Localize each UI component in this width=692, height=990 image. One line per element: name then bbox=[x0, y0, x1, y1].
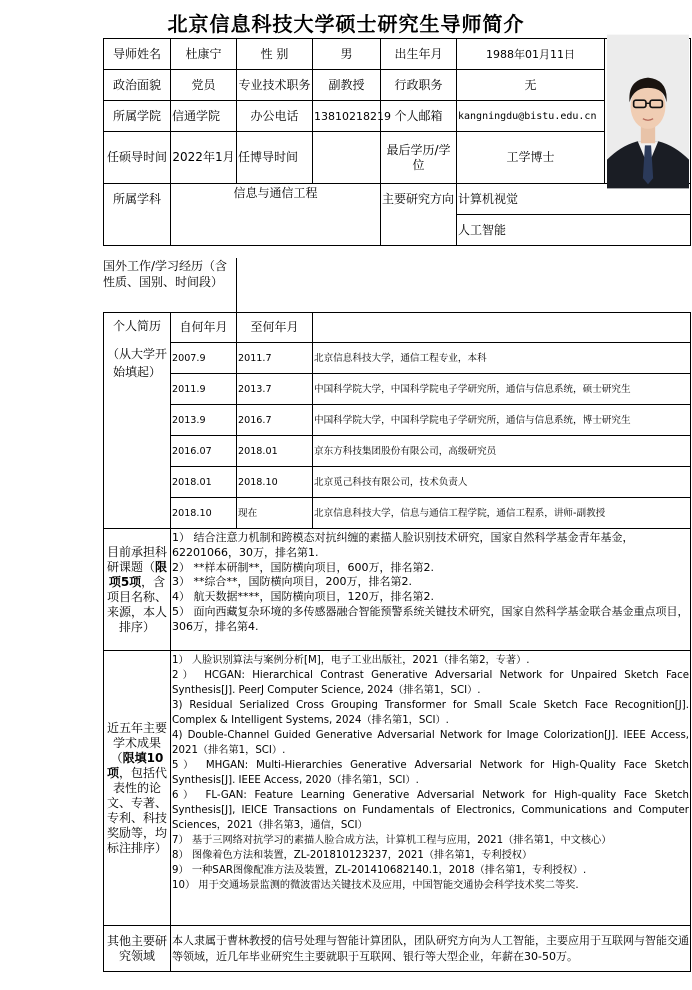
title-value: 副教授 bbox=[313, 70, 381, 101]
achievements-label-c: ，包括代表性的论文、专著、专利、科技奖励等，均标注排序） bbox=[106, 765, 168, 855]
history-desc-header bbox=[313, 313, 691, 343]
history-to: 2018.10 bbox=[237, 467, 313, 498]
overseas-divider bbox=[236, 258, 237, 325]
achievement-item: 7） 基于三网络对抗学习的素描人脸合成方法，计算机工程与应用，2021（排名第1，中文核心） bbox=[172, 835, 612, 846]
gender-value: 男 bbox=[313, 39, 381, 70]
history-row bbox=[104, 374, 691, 405]
history-from: 2013.9 bbox=[171, 405, 237, 436]
discipline-label: 所属学科 bbox=[104, 184, 171, 246]
master-sup-value: 2022年1月 bbox=[171, 132, 237, 184]
name-value: 杜康宁 bbox=[171, 39, 237, 70]
title-label: 专业技术职务 bbox=[237, 70, 313, 101]
history-label-main: 个人简历 bbox=[112, 319, 161, 333]
phone-value: 13810218219 bbox=[313, 101, 381, 132]
achievement-item: 5） MHGAN: Multi-Hierarchies Generative Adversarial Network for High-Quality Face Sketch Synthesis[J]. IEEE Access, 2020（排名第1，SCI）. bbox=[172, 760, 689, 786]
history-from: 2018.01 bbox=[171, 467, 237, 498]
phd-sup-value bbox=[313, 132, 381, 184]
achievement-item: 6） FL-GAN: Feature Learning Generative Adversarial Network for High-quality Face Sketch Synthesis[J], IEICE Transactions on Fundamentals of Electronics, Communications and Computer Sciences，2021（排名第3，通信，SCI） bbox=[172, 790, 689, 831]
photo-cell bbox=[605, 39, 691, 184]
to-header: 至何年月 bbox=[237, 313, 313, 343]
history-desc: 中国科学院大学，中国科学院电子学研究所，通信与信息系统，博士研究生 bbox=[313, 405, 691, 436]
project-item: 1） 结合注意力机制和跨模态对抗纠缠的素描人脸识别技术研究，国家自然科学基金青年基金，62201066，30万，排名第1. bbox=[172, 531, 634, 559]
history-row bbox=[104, 405, 691, 436]
history-desc: 北京信息科技大学，信息与通信工程学院，通信工程系，讲师-副教授 bbox=[313, 498, 691, 529]
history-from: 2011.9 bbox=[171, 374, 237, 405]
research-item-1: 计算机视觉 bbox=[457, 184, 691, 215]
other-label: 其他主要研究领域 bbox=[104, 926, 171, 972]
master-sup-label: 任硕导时间 bbox=[104, 132, 171, 184]
project-item: 4） 航天数据****，国防横向项目，120万，排名第2. bbox=[172, 590, 434, 604]
history-from: 2007.9 bbox=[171, 343, 237, 374]
profile-table bbox=[103, 38, 691, 972]
portrait-photo bbox=[607, 41, 689, 182]
politics-value: 党员 bbox=[171, 70, 237, 101]
achievement-item: 2） HCGAN: Hierarchical Contrast Generative Adversarial Network for Unpaired Sketch Face Synthesis[J]. PeerJ Computer Science, 2024（排名第1，SCI）. bbox=[172, 670, 689, 696]
page-title: 北京信息科技大学硕士研究生导师简介 bbox=[167, 12, 525, 36]
gender-label: 性 别 bbox=[237, 39, 313, 70]
achievement-item: 4) Double-Channel Guided Generative Adversarial Network for Image Colorization[J]. IEEE Access, 2021（排名第1，SCI）. bbox=[172, 730, 689, 756]
from-header: 自何年月 bbox=[171, 313, 237, 343]
phd-sup-label: 任博导时间 bbox=[237, 132, 313, 184]
email-label: 个人邮箱 bbox=[381, 101, 457, 132]
college-label: 所属学院 bbox=[104, 101, 171, 132]
college-value: 信通学院 bbox=[171, 101, 237, 132]
history-from: 2018.10 bbox=[171, 498, 237, 529]
history-row bbox=[104, 343, 691, 374]
history-desc: 中国科学院大学，中国科学院电子学研究所，通信与信息系统，硕士研究生 bbox=[313, 374, 691, 405]
history-from: 2016.07 bbox=[171, 436, 237, 467]
history-desc: 北京信息科技大学，通信工程专业，本科 bbox=[313, 343, 691, 374]
projects-label-a: 目前承担科研课题（ bbox=[106, 544, 167, 574]
projects-label-c: ，含项目名称、来源，本人排序） bbox=[106, 574, 167, 634]
achievement-item: 9） 一种SAR图像配准方法及装置，ZL-201410682140.1，2018（排名第1，专利授权）. bbox=[172, 865, 587, 876]
other-text: 本人隶属于曹林教授的信号处理与智能计算团队，团队研究方向为人工智能，主要应用于互联网与智能交通等领域，近几年毕业研究生主要就职于互联网、银行等大型企业，年薪在30-50万。 bbox=[171, 926, 691, 972]
history-to: 2013.7 bbox=[237, 374, 313, 405]
politics-label: 政治面貌 bbox=[104, 70, 171, 101]
email-value: kangningdu@bistu.edu.cn bbox=[457, 101, 605, 132]
phone-label: 办公电话 bbox=[237, 101, 313, 132]
history-row bbox=[104, 467, 691, 498]
achievement-item: 3) Residual Serialized Cross Grouping Transformer for Small Scale Sketch Face Recognition[J]. Complex & Intelligent Systems, 2024（排名第1，SCI）. bbox=[172, 700, 689, 726]
history-label bbox=[104, 313, 171, 529]
history-to: 2018.01 bbox=[237, 436, 313, 467]
history-label-note: （从大学开始填起） bbox=[106, 347, 167, 379]
projects-label bbox=[104, 529, 171, 651]
achievement-item: 1） 人脸识别算法与案例分析[M]，电子工业出版社，2021（排名第2，专著）. bbox=[172, 655, 530, 666]
achievements-label-a: 近五年主要学术成果（ bbox=[106, 720, 167, 765]
achievements-label-b: 限填10项 bbox=[106, 750, 164, 780]
achievement-item: 8） 图像着色方法和装置，ZL-201810123237，2021（排名第1，专利授权） bbox=[172, 850, 533, 861]
achievement-item: 10） 用于交通场景监测的微波雷达关键技术及应用，中国智能交通协会科学技术奖二等奖. bbox=[172, 880, 579, 891]
admin-value: 无 bbox=[457, 70, 605, 101]
project-item: 3） **综合**，国防横向项目，200万，排名第2. bbox=[172, 575, 412, 589]
history-to: 2011.7 bbox=[237, 343, 313, 374]
degree-value: 工学博士 bbox=[457, 132, 605, 184]
birth-value: 1988年01月11日 bbox=[457, 39, 605, 70]
history-to: 2016.7 bbox=[237, 405, 313, 436]
achievements-label bbox=[104, 651, 171, 926]
projects-label-b: 限项5项 bbox=[108, 559, 168, 589]
achievements-list bbox=[171, 651, 691, 926]
project-item: 2） **样本研制**，国防横向项目，600万，排名第2. bbox=[172, 560, 434, 574]
admin-label: 行政职务 bbox=[381, 70, 457, 101]
degree-label: 最后学历/学位 bbox=[381, 132, 457, 184]
birth-label: 出生年月 bbox=[381, 39, 457, 70]
discipline-value: 信息与通信工程 bbox=[171, 184, 381, 246]
history-row bbox=[104, 436, 691, 467]
name-label: 导师姓名 bbox=[104, 39, 171, 70]
project-item: 5） 面向西藏复杂环境的多传感器融合智能预警系统关键技术研究，国家自然科学基金联合基金重点项目，306万，排名第4. bbox=[172, 604, 689, 633]
history-desc: 北京觅己科技有限公司，技术负责人 bbox=[313, 467, 691, 498]
research-label: 主要研究方向 bbox=[381, 184, 457, 246]
history-to: 现在 bbox=[237, 498, 313, 529]
history-desc: 京东方科技集团股份有限公司，高级研究员 bbox=[313, 436, 691, 467]
overseas-label: 国外工作/学习经历（含性质、国别、时间段） bbox=[103, 259, 228, 289]
history-row bbox=[104, 498, 691, 529]
projects-list bbox=[171, 529, 691, 651]
research-item-2: 人工智能 bbox=[457, 215, 691, 246]
